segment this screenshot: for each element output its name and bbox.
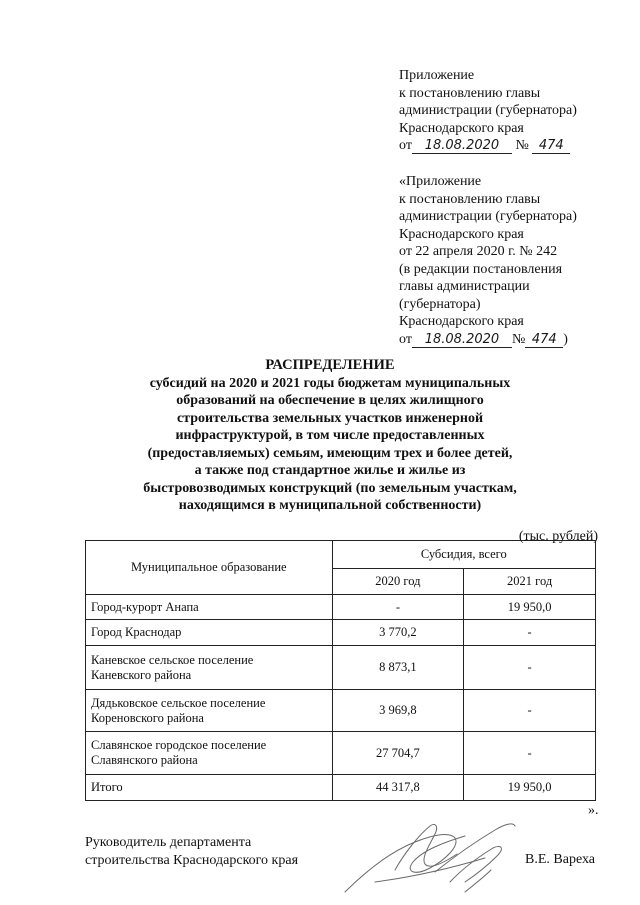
appendix-line: администрации (губернатора) [399,209,577,224]
table-header-row [86,541,596,569]
table-row [86,732,596,775]
title-line: субсидий на 2020 и 2021 годы бюджетам муниципальных [149,375,511,391]
appendix-line: от 22 апреля 2020 г. № 242 [399,244,558,259]
row-2020: 3 770,2 [332,620,464,646]
row-2021: - [464,620,596,646]
handwritten-date: 18.08.2020 [412,139,512,154]
closing-paren: ) [563,331,568,347]
appendix-line: Краснодарского края [399,314,524,329]
row-2021: - [464,646,596,690]
signatory-position: Руководитель департамента строительства Краснодарского края [85,835,299,868]
appendix-line: «Приложение [399,174,482,189]
date-prefix: от [399,138,412,153]
title-line: (предоставляемых) семьям, имеющим трех и более детей, [147,445,513,461]
handwritten-date: 18.08.2020 [412,333,512,348]
row-2021: 19 950,0 [464,595,596,620]
header-2021: 2021 год [464,569,596,595]
row-name: Город Краснодар [86,620,333,646]
header-2020: 2020 год [332,569,464,595]
row-name: Дядьковское сельское поселение Кореновского района [86,690,333,732]
appendix-line: администрации (губернатора) [399,103,577,118]
appendix-header-2 [399,173,619,348]
total-label: Итого [86,775,333,801]
header-municipality: Муниципальное образование [86,541,333,595]
title-line: инфраструктурой, в том числе предоставленных [175,428,485,443]
closing-quote: ». [588,803,599,818]
title-heading: РАСПРЕДЕЛЕНИЕ [265,357,395,373]
appendix-line: Краснодарского края [399,120,524,136]
appendix-date-line [399,137,619,155]
number-prefix: № [511,331,526,347]
row-2021: - [464,732,596,775]
total-2020: 44 317,8 [332,775,464,801]
row-2020: 3 969,8 [332,690,464,732]
appendix-date-line [399,331,619,349]
header-subsidy: Субсидия, всего [332,541,595,569]
number-prefix: № [515,138,529,153]
table-row [86,646,596,690]
row-2020: 8 873,1 [332,646,464,690]
handwritten-number: 474 [525,333,563,348]
handwritten-signature [335,812,525,900]
appendix-line: к постановлению главы [399,191,541,207]
table-row [86,595,596,620]
total-2021: 19 950,0 [464,775,596,801]
signatory-name: В.Е. Вареха [525,852,595,867]
title-line: образований на обеспечение в целях жилищного [176,393,484,408]
row-name: Славянское городское поселение Славянского района [86,732,333,775]
row-2020: 27 704,7 [332,732,464,775]
title-line: строительства земельных участков инженерной [176,410,484,426]
appendix-header-1 [399,67,619,155]
row-name: Город-курорт Анапа [86,595,333,620]
row-2020: - [332,595,464,620]
date-prefix: от [399,331,412,347]
handwritten-number: 474 [532,139,570,154]
appendix-line: (в редакции постановления [399,261,563,277]
appendix-line: (губернатора) [399,296,481,312]
title-line: а также под стандартное жилье и жилье из [194,463,466,478]
subsidy-table [85,540,596,801]
table-row [86,690,596,732]
unit-note: (тыс. рублей) [518,529,598,544]
row-2021: - [464,690,596,732]
title-line: находящимся в муниципальной собственности) [178,498,482,513]
table-row [86,620,596,646]
appendix-line: главы администрации [399,279,530,294]
row-name: Каневское сельское поселение Каневского района [86,646,333,690]
table-total-row [86,775,596,801]
appendix-line: Краснодарского края [399,226,524,242]
appendix-line: к постановлению главы [399,85,541,101]
title-line: быстровозводимых конструкций (по земельным участкам, [143,480,517,496]
appendix-line: Приложение [399,68,475,83]
document-title [120,357,540,515]
